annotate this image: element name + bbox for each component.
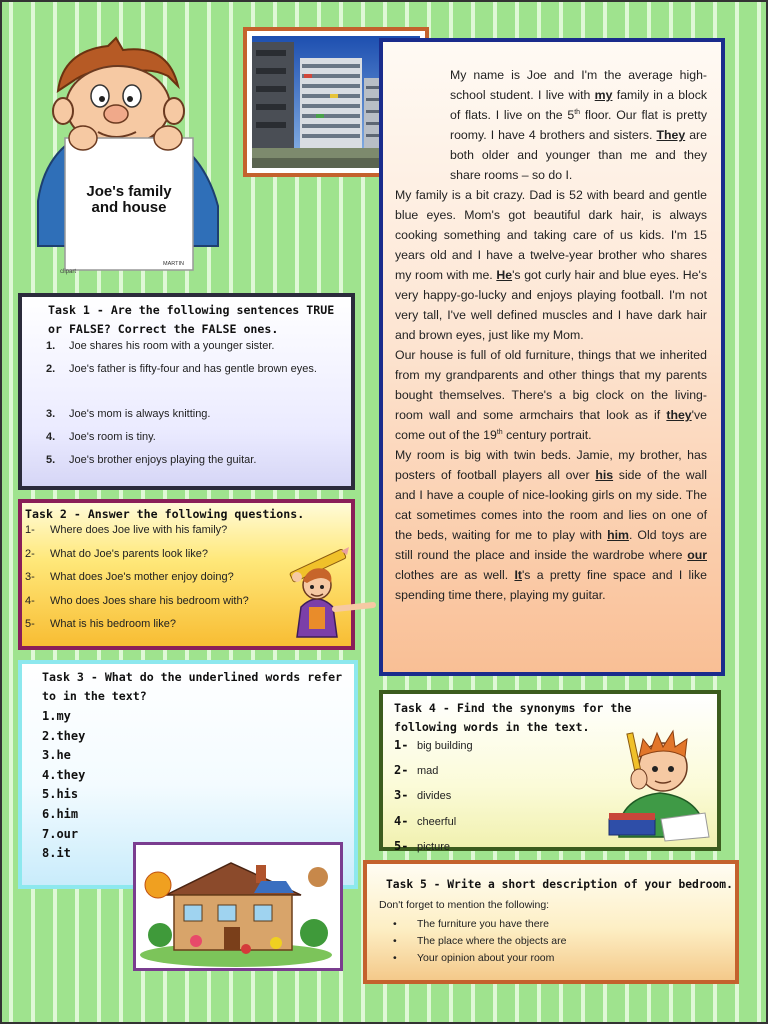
task-3-list — [42, 707, 85, 864]
list-item: 2- What do Joe's parents look like? — [25, 547, 209, 560]
task-4-title: Task 4 - Find the synonyms for the following words in the text. — [394, 701, 632, 734]
task-5-box — [363, 860, 739, 984]
joe-illustration — [28, 36, 228, 276]
reading-paragraph-2: My family is a bit crazy. Dad is 52 with beard and gentle blue eyes. Mom's got beautiful dark hair, is always cooking something and taking care of us kids. I'm 15 years old and I have a twelve-year brother who shares my room with me. He's got curly hair and blue eyes. He's very happy-go-lucky and enjoys playing football. I'm not very tall, I've well defined muscles and I have dark hair and brown eyes, just like my Mom. — [395, 188, 707, 342]
reading-paragraph-4: My room is big with twin beds. Jamie, my brother, has posters of football players all over his side of the wall and I have a couple of nice-looking girls on my side. The cat sometimes comes into the room and lies on one of the beds, waiting for me to play with him. Old toys are still round the place and inside the wardrobe where our clothes are as well. It's a pretty fine space and I like spending time there, playing my guitar. — [395, 448, 707, 602]
bullet-icon: • — [393, 935, 397, 947]
card-signature: MARTIN — [163, 261, 184, 267]
list-item: 4- cheerful — [394, 813, 457, 828]
task-5-list — [393, 916, 566, 967]
underlined-word-his: his — [595, 468, 614, 482]
list-item: 3- divides — [394, 788, 452, 803]
list-item: 5- picture — [394, 838, 451, 853]
thinking-kid-image — [605, 727, 715, 845]
task-1-box — [18, 293, 355, 490]
reading-paragraph-3: Our house is full of old furniture, things that we inherited from my grandparents and other things that my parents bought themselves. There's a big clock on the living-room wall and some armchairs that look as if they've come out of the 19th century portrait. — [395, 348, 707, 442]
task-1-title: Task 1 - Are the following sentences TRUE or FALSE? Correct the FALSE ones. — [48, 303, 335, 336]
list-item: 1. Joe shares his room with a younger sister. — [46, 340, 275, 352]
list-item: 8.it — [42, 846, 71, 861]
underlined-word-him: him — [607, 528, 629, 542]
list-item: 2.they — [42, 728, 86, 743]
card-title-line1: Joe's family — [86, 183, 172, 200]
kid-with-pencil-illustration — [287, 547, 379, 639]
underlined-word-our: our — [687, 548, 707, 562]
list-item: 5- What is his bedroom like? — [25, 618, 176, 630]
list-item: • The place where the objects are — [393, 933, 566, 950]
list-item: 4. Joe's room is tiny. — [46, 431, 156, 443]
list-item: 7.our — [42, 826, 79, 841]
task-2-list — [25, 522, 285, 640]
card-title-line2: and house — [91, 199, 167, 216]
list-item: 1- Where does Joe live with his family? — [25, 524, 228, 536]
list-item: 4.they — [42, 767, 86, 782]
thinking-kid-illustration — [605, 727, 715, 845]
task-1-list — [46, 338, 346, 475]
list-item: 3.he — [42, 748, 71, 763]
list-item: • The furniture you have there — [393, 916, 566, 933]
task-5-intro: Don't forget to mention the following: — [379, 899, 550, 911]
kid-pencil-image — [287, 547, 379, 639]
bullet-icon: • — [393, 918, 397, 930]
list-item: 5.his — [42, 787, 79, 802]
bullet-icon: • — [393, 952, 397, 964]
list-item: 4- Who does Joes share his bedroom with? — [25, 594, 249, 607]
underlined-word-it: It — [514, 568, 522, 582]
list-item: 5. Joe's brother enjoys playing the guitar. — [46, 454, 257, 466]
underlined-word-they-2: they — [666, 408, 692, 422]
house-illustration — [133, 842, 343, 971]
reading-body — [395, 185, 707, 605]
list-item: 3- What does Joe's mother enjoy doing? — [25, 571, 234, 583]
underlined-word-my: my — [594, 88, 613, 102]
list-item: 2- mad — [394, 763, 439, 778]
task-5-title: Task 5 - Write a short description of your bedroom. — [386, 878, 733, 891]
reading-passage — [379, 38, 725, 676]
task-4-list — [394, 736, 473, 862]
list-item: 3. Joe's mom is always knitting. — [46, 408, 211, 420]
list-item: 1.my — [42, 709, 71, 723]
joe-cartoon — [28, 36, 228, 276]
card-credit: clipart — [60, 269, 77, 275]
list-item: 2. Joe's father is fifty-four and has gentle brown eyes. — [46, 363, 317, 375]
list-item: 6.him — [42, 806, 79, 821]
list-item: 1- big building — [394, 738, 473, 752]
house-image — [136, 845, 340, 968]
task-2-title: Task 2 - Answer the following questions. — [25, 507, 305, 521]
underlined-word-they: They — [656, 128, 686, 142]
task-3-title: Task 3 - What do the underlined words refer to in the text? — [42, 670, 343, 703]
reading-paragraph-1: My name is Joe and I'm the average high-school student. I live with my family in a block of flats. I live on the 5th floor. Our flat is pretty roomy. I have 4 brothers and sisters. They are both older and younger than me and they share rooms – so do I. — [450, 68, 708, 182]
list-item: • Your opinion about your room — [393, 950, 566, 967]
underlined-word-he: He — [496, 268, 513, 282]
